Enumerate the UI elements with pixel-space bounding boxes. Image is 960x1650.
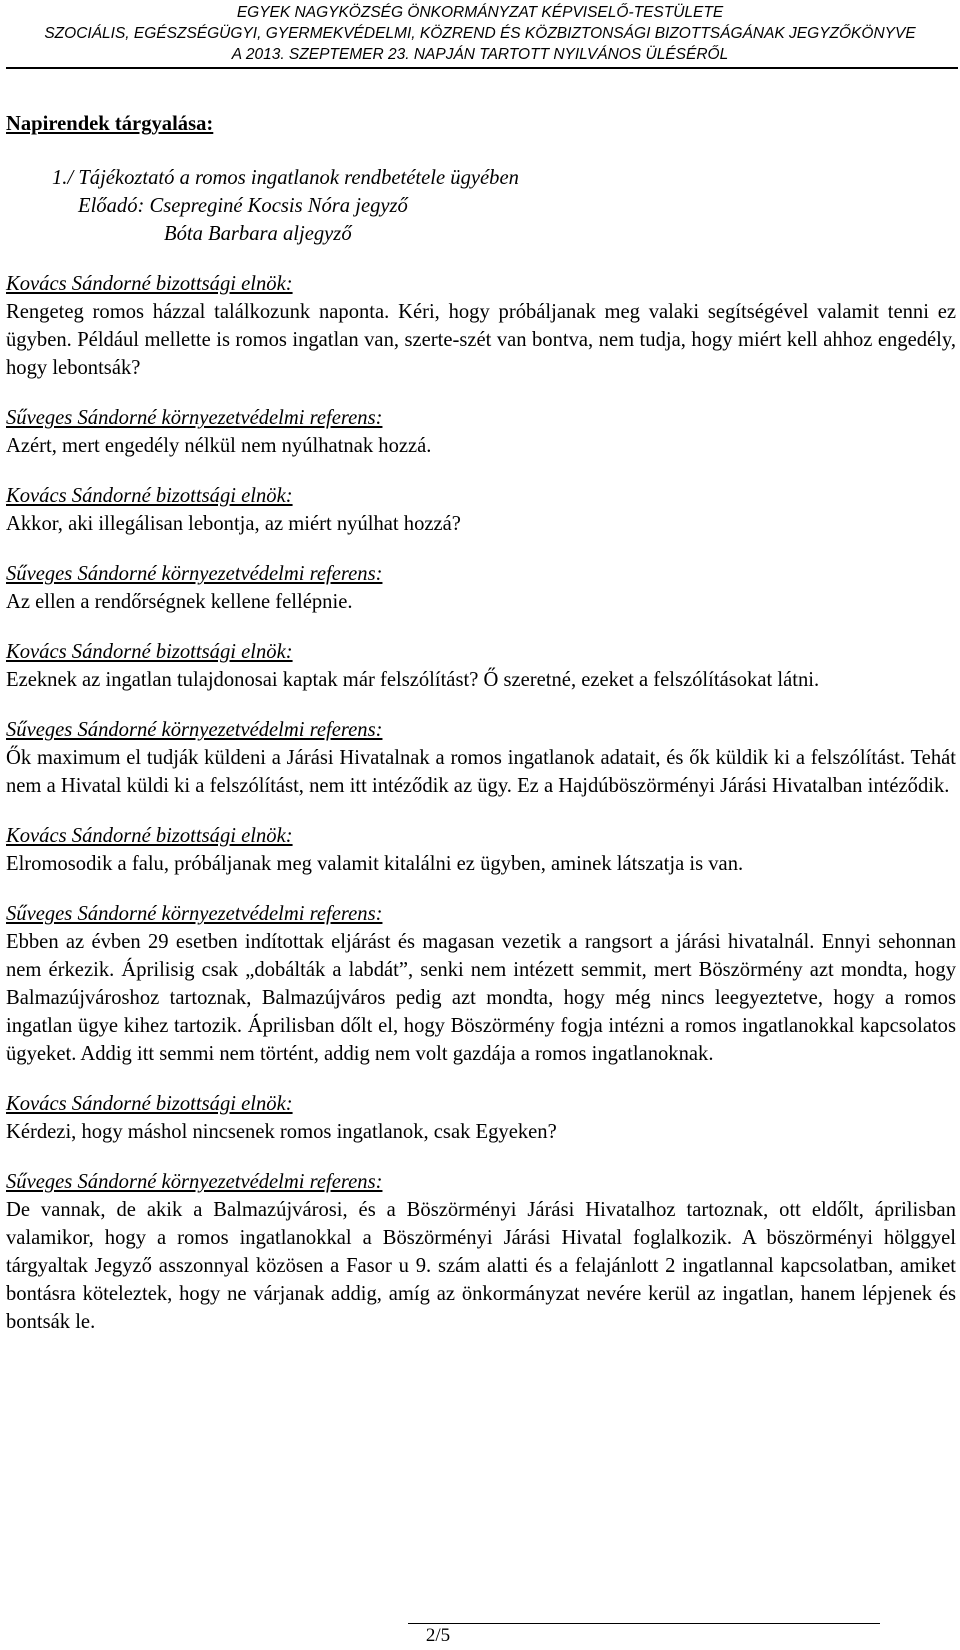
speech-text: Ők maximum el tudják küldeni a Járási Hivatalnak a romos ingatlanok adatait, és ők küldik ki a felszólítást. Tehát nem a Hivatal küldi ki a felszólítást, nem itt intéződik az ügy. Ez a Hajdúböszörményi Járási Hivatalban intéződik. xyxy=(6,747,956,797)
speech-block xyxy=(6,716,956,800)
agenda-presenter: Előadó: Csepreginé Kocsis Nóra jegyző xyxy=(78,195,408,217)
speech-block xyxy=(6,900,956,1068)
speech-text: Ezeknek az ingatlan tulajdonosai kaptak már felszólítást? Ő szeretné, ezeket a felszólításokat látni. xyxy=(6,669,820,691)
speech-text: Rengeteg romos házzal találkozunk naponta. Kéri, hogy próbáljanak meg valaki segítségével valamit tenni ez ügyben. Például mellette is romos ingatlan van, szerte-szét van bontva, nem tudja, hogy miért kell ahhoz engedély, hogy lebontsák? xyxy=(6,301,956,379)
speech-text: Az ellen a rendőrségnek kellene fellépnie. xyxy=(6,591,353,613)
speech-text: De vannak, de akik a Balmazújvárosi, és a Böszörményi Járási Hivatalhoz tartoznak, ott eldőlt, áprilisban valamikor, hogy a romos ingatlanokkal a Böszörményi Járási Hivatal foglalkozik. A böszörményi hölggyel tárgyaltak Jegyző asszonnyal közösen a Fasor u 9. szám alatti és a felajánlott 2 ingatlannal kapcsolatban, amiket bontásra köteleztek, hogy ne várjanak addig, amíg az önkormányzat nevére kerül az ingatlan, hanem lépjenek és bontsák le. xyxy=(6,1199,956,1333)
speaker-name: Sűveges Sándorné környezetvédelmi referens: xyxy=(6,407,383,429)
speech-block xyxy=(6,638,956,694)
speech-text: Akkor, aki illegálisan lebontja, az miért nyúlhat hozzá? xyxy=(6,513,461,535)
header-divider xyxy=(6,67,958,69)
header-line-1: EGYEK NAGYKÖZSÉG ÖNKORMÁNYZAT KÉPVISELŐ-TESTÜLETE xyxy=(236,4,724,21)
document-body xyxy=(6,110,956,1358)
speech-block xyxy=(6,1090,956,1146)
speaker-name: Kovács Sándorné bizottsági elnök: xyxy=(6,641,293,663)
agenda-presenter: Bóta Barbara aljegyző xyxy=(164,223,352,245)
speaker-name: Kovács Sándorné bizottsági elnök: xyxy=(6,273,293,295)
speaker-name: Sűveges Sándorné környezetvédelmi referens: xyxy=(6,1171,383,1193)
speaker-name: Sűveges Sándorné környezetvédelmi referens: xyxy=(6,903,383,925)
speaker-name: Sűveges Sándorné környezetvédelmi referens: xyxy=(6,719,383,741)
footer-divider xyxy=(408,1623,880,1624)
speech-text: Kérdezi, hogy máshol nincsenek romos ingatlanok, csak Egyeken? xyxy=(6,1121,557,1143)
speech-block xyxy=(6,404,956,460)
speech-block xyxy=(6,1168,956,1336)
speech-text: Elromosodik a falu, próbáljanak meg valamit kitalálni ez ügyben, aminek látszatja is van. xyxy=(6,853,744,875)
page-number: 2/5 xyxy=(425,1625,451,1646)
header-line-3: A 2013. SZEPTEMER 23. NAPJÁN TARTOTT NYILVÁNOS ÜLÉSÉRŐL xyxy=(231,46,729,63)
document-header xyxy=(0,0,960,65)
speech-block xyxy=(6,560,956,616)
agenda-block xyxy=(6,164,956,248)
agenda-title: Napirendek tárgyalása: xyxy=(6,113,214,135)
speech-text: Ebben az évben 29 esetben indítottak eljárást és magasan vezetik a rangsort a járási hivatalnál. Ennyi sehonnan nem érkezik. Áprilisig csak „dobálták a labdát”, senki nem intézett semmit, mert Böszörmény azt mondta, hogy Balmazújvároshoz tartoznak, Balmazújváros pedig azt mondta, hogy még nincs leegyeztetve, hogy a romos ingatlan ügye kihez tartozik. Áprilisban dőlt el, hogy Böszörmény fogja intézni a romos ingatlanokkal kapcsolatos ügyeket. Addig itt semmi nem történt, addig nem volt gazdája a romos ingatlanoknak. xyxy=(6,931,956,1065)
speech-block xyxy=(6,270,956,382)
speech-block xyxy=(6,822,956,878)
speaker-name: Sűveges Sándorné környezetvédelmi referens: xyxy=(6,563,383,585)
speech-text: Azért, mert engedély nélkül nem nyúlhatnak hozzá. xyxy=(6,435,432,457)
speech-block xyxy=(6,482,956,538)
speaker-name: Kovács Sándorné bizottsági elnök: xyxy=(6,485,293,507)
agenda-item: 1./ Tájékoztató a romos ingatlanok rendbetétele ügyében xyxy=(52,167,519,189)
speaker-name: Kovács Sándorné bizottsági elnök: xyxy=(6,825,293,847)
header-line-2: SZOCIÁLIS, EGÉSZSÉGÜGYI, GYERMEKVÉDELMI, KÖZREND ÉS KÖZBIZTONSÁGI BIZOTTSÁGÁNAK JEGYZŐKÖNYVE xyxy=(44,25,916,42)
speaker-name: Kovács Sándorné bizottsági elnök: xyxy=(6,1093,293,1115)
